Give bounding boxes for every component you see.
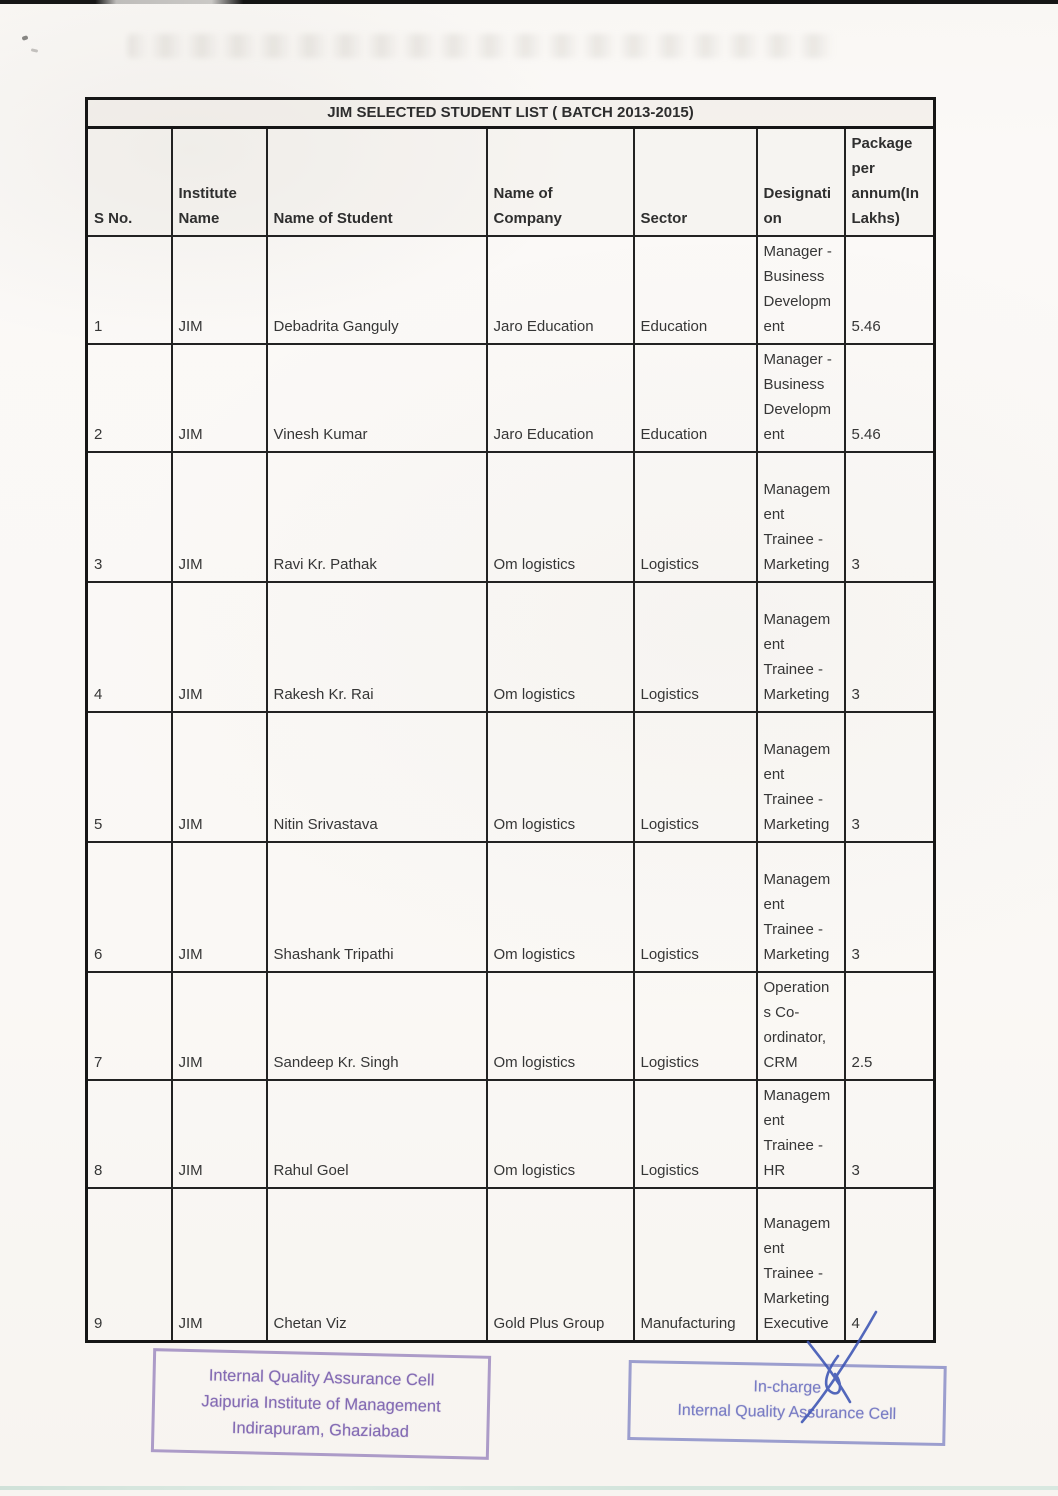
cell-institute-name: JIM — [172, 842, 267, 972]
cell-student-name: Rahul Goel — [267, 1080, 487, 1188]
cell-s-no: 8 — [87, 1080, 172, 1188]
cell-company: Om logistics — [487, 582, 634, 712]
cell-institute-name: JIM — [172, 236, 267, 344]
table-row — [87, 842, 935, 972]
stamp-line: Jaipuria Institute of Management — [201, 1392, 441, 1416]
cell-student-name: Vinesh Kumar — [267, 344, 487, 452]
table-title-row — [87, 99, 935, 128]
cell-company: Om logistics — [487, 1080, 634, 1188]
scan-edge-top — [0, 0, 1058, 4]
cell-sector: Logistics — [634, 582, 757, 712]
table-row — [87, 712, 935, 842]
cell-designation: Management Trainee - Marketing — [757, 452, 845, 582]
cell-institute-name: JIM — [172, 1188, 267, 1341]
cell-student-name: Ravi Kr. Pathak — [267, 452, 487, 582]
ink-speck — [31, 48, 38, 52]
cell-institute-name: JIM — [172, 344, 267, 452]
cell-company: Jaro Education — [487, 344, 634, 452]
cell-sector: Education — [634, 236, 757, 344]
cell-designation: Manager - Business Development — [757, 344, 845, 452]
cell-company: Om logistics — [487, 972, 634, 1080]
cell-designation: Management Trainee - HR — [757, 1080, 845, 1188]
cell-package: 3 — [845, 842, 935, 972]
cell-company: Gold Plus Group — [487, 1188, 634, 1341]
cell-designation: Management Trainee - Marketing — [757, 842, 845, 972]
column-header-designation: Designation — [757, 128, 845, 237]
cell-package: 5.46 — [845, 344, 935, 452]
table-row — [87, 582, 935, 712]
cell-designation: Management Trainee - Marketing — [757, 582, 845, 712]
cell-package: 4 — [845, 1188, 935, 1341]
cell-sector: Logistics — [634, 452, 757, 582]
table-row — [87, 236, 935, 344]
cell-s-no: 5 — [87, 712, 172, 842]
cell-designation: Management Trainee - Marketing Executive — [757, 1188, 845, 1341]
table-body — [87, 236, 935, 1341]
cell-student-name: Sandeep Kr. Singh — [267, 972, 487, 1080]
cell-s-no: 1 — [87, 236, 172, 344]
cell-institute-name: JIM — [172, 972, 267, 1080]
cell-sector: Logistics — [634, 1080, 757, 1188]
cell-package: 3 — [845, 712, 935, 842]
cell-s-no: 2 — [87, 344, 172, 452]
table-row — [87, 452, 935, 582]
cell-institute-name: JIM — [172, 452, 267, 582]
table-title: JIM SELECTED STUDENT LIST ( BATCH 2013-2015) — [87, 99, 935, 128]
cell-package: 3 — [845, 452, 935, 582]
cell-company: Om logistics — [487, 842, 634, 972]
cell-sector: Logistics — [634, 972, 757, 1080]
bleed-through-text — [128, 34, 834, 58]
stamp-line: Indirapuram, Ghaziabad — [231, 1418, 410, 1441]
cell-company: Om logistics — [487, 452, 634, 582]
student-table — [85, 97, 936, 1343]
stamp-line: Internal Quality Assurance Cell — [208, 1366, 435, 1390]
cell-designation: Operations Co-ordinator, CRM — [757, 972, 845, 1080]
stamp-line: Internal Quality Assurance Cell — [677, 1401, 897, 1424]
cell-institute-name: JIM — [172, 712, 267, 842]
cell-sector: Logistics — [634, 842, 757, 972]
cell-designation: Manager - Business Development — [757, 236, 845, 344]
cell-s-no: 9 — [87, 1188, 172, 1341]
table-row — [87, 344, 935, 452]
cell-s-no: 3 — [87, 452, 172, 582]
column-header-sector: Sector — [634, 128, 757, 237]
cell-designation: Management Trainee - Marketing — [757, 712, 845, 842]
cell-package: 3 — [845, 1080, 935, 1188]
cell-company: Om logistics — [487, 712, 634, 842]
cell-student-name: Debadrita Ganguly — [267, 236, 487, 344]
cell-sector: Education — [634, 344, 757, 452]
table-row — [87, 972, 935, 1080]
stamp-line: In-charge — [753, 1378, 822, 1397]
table-row — [87, 1080, 935, 1188]
cell-company: Jaro Education — [487, 236, 634, 344]
cell-s-no: 4 — [87, 582, 172, 712]
cell-package: 3 — [845, 582, 935, 712]
cell-student-name: Chetan Viz — [267, 1188, 487, 1341]
cell-s-no: 6 — [87, 842, 172, 972]
cell-s-no: 7 — [87, 972, 172, 1080]
table-header-row — [87, 128, 935, 237]
scan-edge-bottom — [0, 1486, 1058, 1490]
cell-sector: Logistics — [634, 712, 757, 842]
signature-ink — [778, 1308, 888, 1428]
column-header-student-name: Name of Student — [267, 128, 487, 237]
cell-package: 2.5 — [845, 972, 935, 1080]
cell-institute-name: JIM — [172, 582, 267, 712]
cell-student-name: Rakesh Kr. Rai — [267, 582, 487, 712]
cell-student-name: Shashank Tripathi — [267, 842, 487, 972]
iqac-institute-stamp — [151, 1348, 491, 1460]
column-header-institute-name: Institute Name — [172, 128, 267, 237]
cell-student-name: Nitin Srivastava — [267, 712, 487, 842]
column-header-s-no: S No. — [87, 128, 172, 237]
cell-package: 5.46 — [845, 236, 935, 344]
cell-sector: Manufacturing — [634, 1188, 757, 1341]
ink-speck — [22, 35, 29, 41]
column-header-package: Package per annum(In Lakhs) — [845, 128, 935, 237]
column-header-company: Name of Company — [487, 128, 634, 237]
cell-institute-name: JIM — [172, 1080, 267, 1188]
